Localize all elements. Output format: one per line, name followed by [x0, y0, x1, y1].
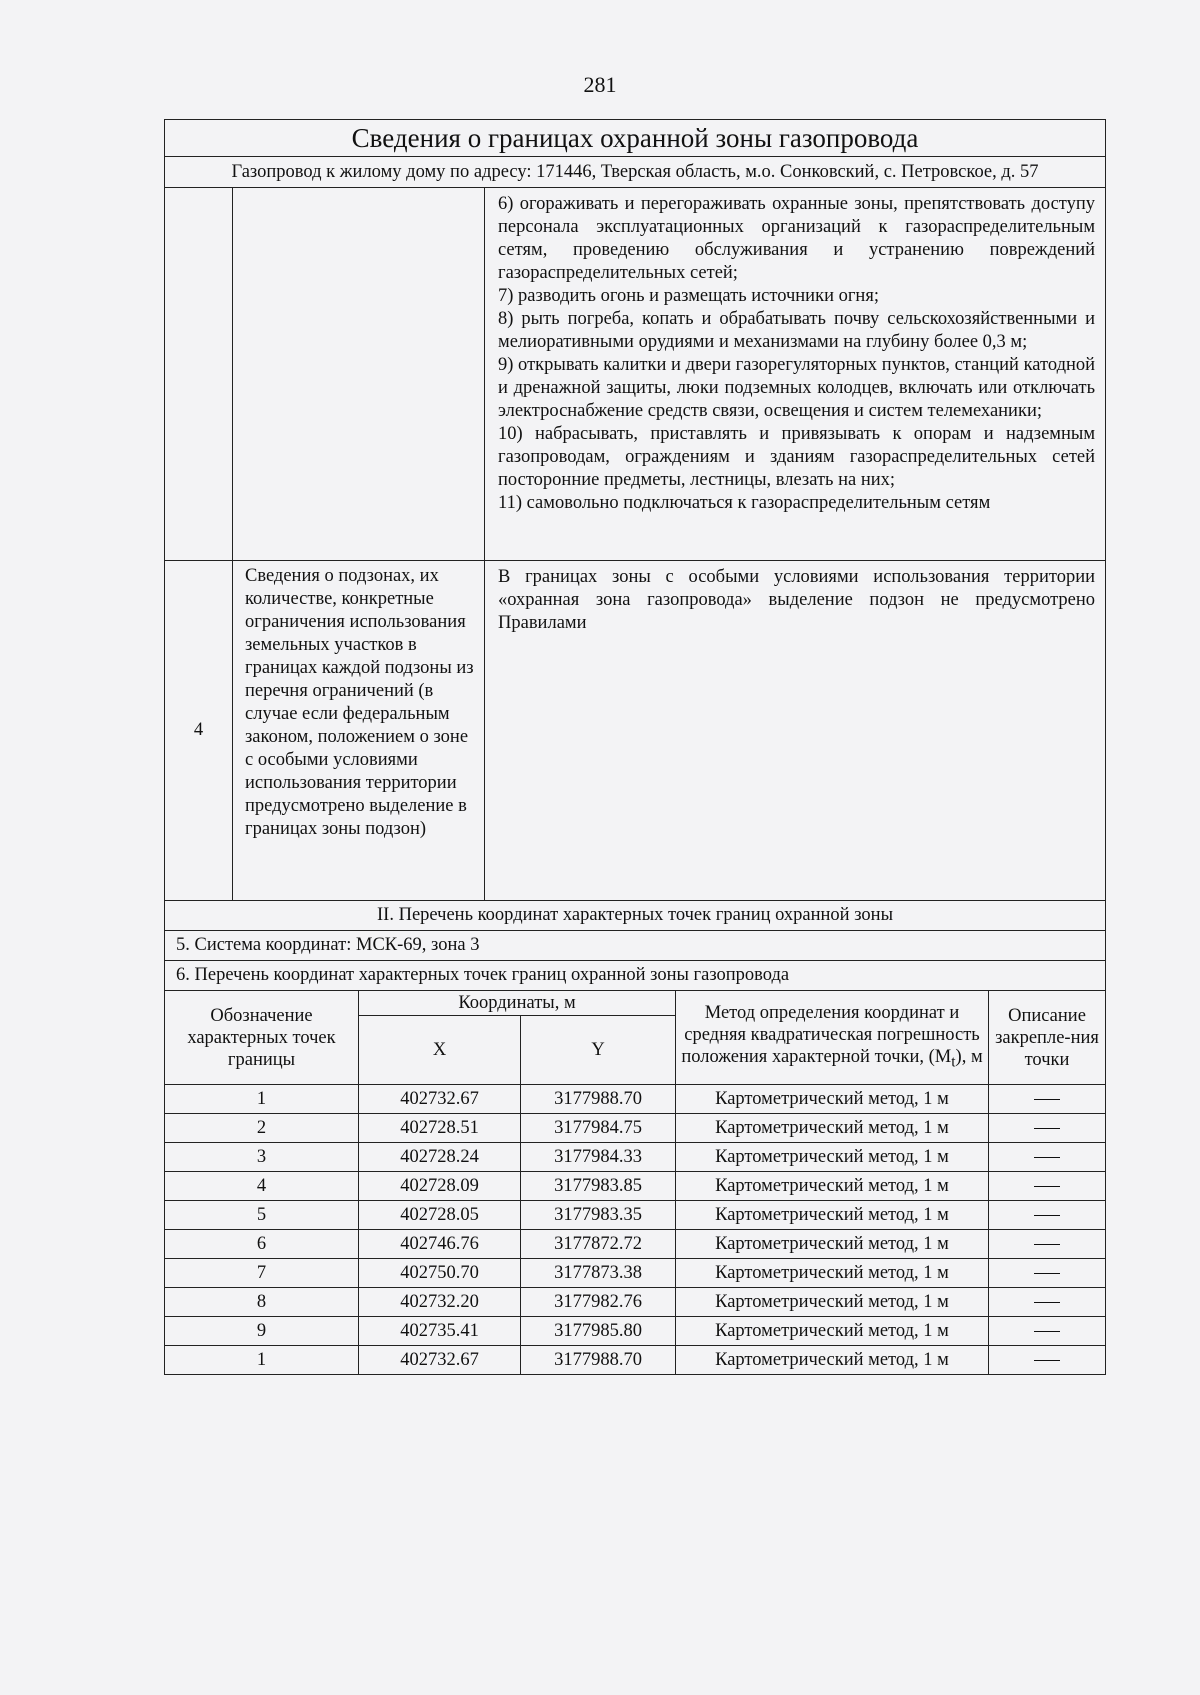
table-row	[165, 1172, 1106, 1201]
table-row	[165, 1259, 1106, 1288]
point-header: Обозначение характерных точек границы	[165, 991, 359, 1085]
dash-mark	[1034, 1360, 1060, 1361]
x-cell: 402728.51	[359, 1114, 521, 1143]
description-cell	[989, 1172, 1106, 1201]
method-cell: Картометрический метод, 1 м	[676, 1346, 989, 1375]
section-heading: II. Перечень координат характерных точек границ охранной зоны	[165, 901, 1106, 931]
object-address: Газопровод к жилому дому по адресу: 171446, Тверская область, м.о. Сонковский, с. Петровское, д. 57	[165, 157, 1106, 188]
point-cell: 2	[165, 1114, 359, 1143]
point-cell: 1	[165, 1346, 359, 1375]
restrictions-name-cell	[233, 188, 485, 561]
y-cell: 3177872.72	[521, 1230, 676, 1259]
table-row	[165, 1143, 1106, 1172]
point-cell: 9	[165, 1317, 359, 1346]
dash-mark	[1034, 1302, 1060, 1303]
dash-mark	[1034, 1273, 1060, 1274]
x-cell: 402750.70	[359, 1259, 521, 1288]
dash-mark	[1034, 1215, 1060, 1216]
x-header: X	[359, 1016, 521, 1085]
description-cell	[989, 1143, 1106, 1172]
method-cell: Картометрический метод, 1 м	[676, 1259, 989, 1288]
method-cell: Картометрический метод, 1 м	[676, 1201, 989, 1230]
restriction-item: 8) рыть погреба, копать и обрабатывать почву сельскохозяйственными и мелиоративными орудиями и механизмами на глубину более 0,3 м;	[498, 309, 1096, 352]
x-cell: 402728.09	[359, 1172, 521, 1201]
restriction-item: 11) самовольно подключаться к газораспределительным сетям	[498, 493, 991, 513]
point-cell: 5	[165, 1201, 359, 1230]
page-number: 281	[583, 72, 617, 97]
method-cell: Картометрический метод, 1 м	[676, 1288, 989, 1317]
dash-mark	[1034, 1186, 1060, 1187]
description-cell	[989, 1317, 1106, 1346]
point-cell: 8	[165, 1288, 359, 1317]
point-cell: 1	[165, 1085, 359, 1114]
y-cell: 3177982.76	[521, 1288, 676, 1317]
restriction-item: 7) разводить огонь и размещать источники огня;	[498, 286, 879, 306]
y-cell: 3177988.70	[521, 1346, 676, 1375]
description-cell	[989, 1288, 1106, 1317]
restriction-item: 10) набрасывать, приставлять и привязывать к опорам и надземным газопроводам, ограждениям и зданиям газораспределительных сетей посторонние предметы, лестницы, влезать на них;	[498, 424, 1096, 490]
x-cell: 402732.20	[359, 1288, 521, 1317]
y-cell: 3177985.80	[521, 1317, 676, 1346]
description-cell	[989, 1085, 1106, 1114]
coords-header: Координаты, м	[359, 991, 676, 1016]
method-cell: Картометрический метод, 1 м	[676, 1317, 989, 1346]
description-cell	[989, 1346, 1106, 1375]
point-cell: 7	[165, 1259, 359, 1288]
table-row	[165, 1201, 1106, 1230]
point-cell: 3	[165, 1143, 359, 1172]
y-cell: 3177983.35	[521, 1201, 676, 1230]
y-cell: 3177984.33	[521, 1143, 676, 1172]
dash-mark	[1034, 1244, 1060, 1245]
y-cell: 3177983.85	[521, 1172, 676, 1201]
row-number: 4	[165, 561, 233, 901]
subzones-row	[165, 561, 1106, 901]
address-row	[165, 157, 1106, 188]
row-name: Сведения о подзонах, их количестве, конкретные ограничения использования земельных участков в границах каждой подзоны из перечня ограничений (в случае если федеральным законом, положением о зоне с особыми условиями использования территории предусмотрено выделение в границах зоны подзон)	[233, 561, 485, 901]
section-heading-row	[165, 901, 1106, 931]
title-row	[165, 120, 1106, 157]
restrictions-number-cell	[165, 188, 233, 561]
x-cell: 402732.67	[359, 1346, 521, 1375]
coord-list-title-row	[165, 961, 1106, 991]
y-cell: 3177988.70	[521, 1085, 676, 1114]
restriction-item: 6) огораживать и перегораживать охранные зоны, препятствовать доступу персонала эксплуатационных организаций к газораспределительным сетям, проведению обслуживания и устранению повреждений газораспределительных сетей;	[498, 194, 1096, 283]
table-row	[165, 1317, 1106, 1346]
table-row	[165, 1085, 1106, 1114]
coordinates-body	[165, 1085, 1106, 1375]
x-cell: 402728.05	[359, 1201, 521, 1230]
y-cell: 3177984.75	[521, 1114, 676, 1143]
coordinate-system: 5. Система координат: МСК-69, зона 3	[165, 931, 1106, 961]
restrictions-row	[165, 188, 1106, 561]
table-title: Сведения о границах охранной зоны газопровода	[165, 120, 1106, 157]
coordinate-list-title: 6. Перечень координат характерных точек границ охранной зоны газопровода	[165, 961, 1106, 991]
dash-mark	[1034, 1331, 1060, 1332]
method-cell: Картометрический метод, 1 м	[676, 1230, 989, 1259]
dash-mark	[1034, 1099, 1060, 1100]
coord-system-row	[165, 931, 1106, 961]
coordinates-table	[164, 990, 1106, 1375]
description-cell	[989, 1201, 1106, 1230]
dash-mark	[1034, 1128, 1060, 1129]
method-cell: Картометрический метод, 1 м	[676, 1172, 989, 1201]
table-row	[165, 1114, 1106, 1143]
x-cell: 402728.24	[359, 1143, 521, 1172]
zone-info-table	[164, 119, 1106, 991]
table-row	[165, 1288, 1106, 1317]
description-cell	[989, 1230, 1106, 1259]
y-header: Y	[521, 1016, 676, 1085]
table-row	[165, 1346, 1106, 1375]
method-header: Метод определения координат и средняя квадратическая погрешность положения характерной точки, $(M_t)$, м	[676, 991, 989, 1085]
row-value: В границах зоны с особыми условиями использования территории «охранная зона газопровода» выделение подзон не предусмотрено Правилами	[485, 561, 1106, 901]
restriction-item: 9) открывать калитки и двери газорегуляторных пунктов, станций катодной и дренажной защиты, люки подземных колодцев, включать или отключать электроснабжение средств связи, освещения и систем телемеханики;	[498, 355, 1096, 421]
x-cell: 402746.76	[359, 1230, 521, 1259]
description-cell	[989, 1114, 1106, 1143]
x-cell: 402735.41	[359, 1317, 521, 1346]
table-row	[165, 1230, 1106, 1259]
point-cell: 6	[165, 1230, 359, 1259]
description-header: Описание закрепле-ния точки	[989, 991, 1106, 1085]
description-cell	[989, 1259, 1106, 1288]
point-cell: 4	[165, 1172, 359, 1201]
dash-mark	[1034, 1157, 1060, 1158]
method-cell: Картометрический метод, 1 м	[676, 1114, 989, 1143]
method-cell: Картометрический метод, 1 м	[676, 1085, 989, 1114]
x-cell: 402732.67	[359, 1085, 521, 1114]
restrictions-text-cell	[485, 188, 1106, 561]
header-row	[165, 991, 1106, 1016]
y-cell: 3177873.38	[521, 1259, 676, 1288]
method-cell: Картометрический метод, 1 м	[676, 1143, 989, 1172]
